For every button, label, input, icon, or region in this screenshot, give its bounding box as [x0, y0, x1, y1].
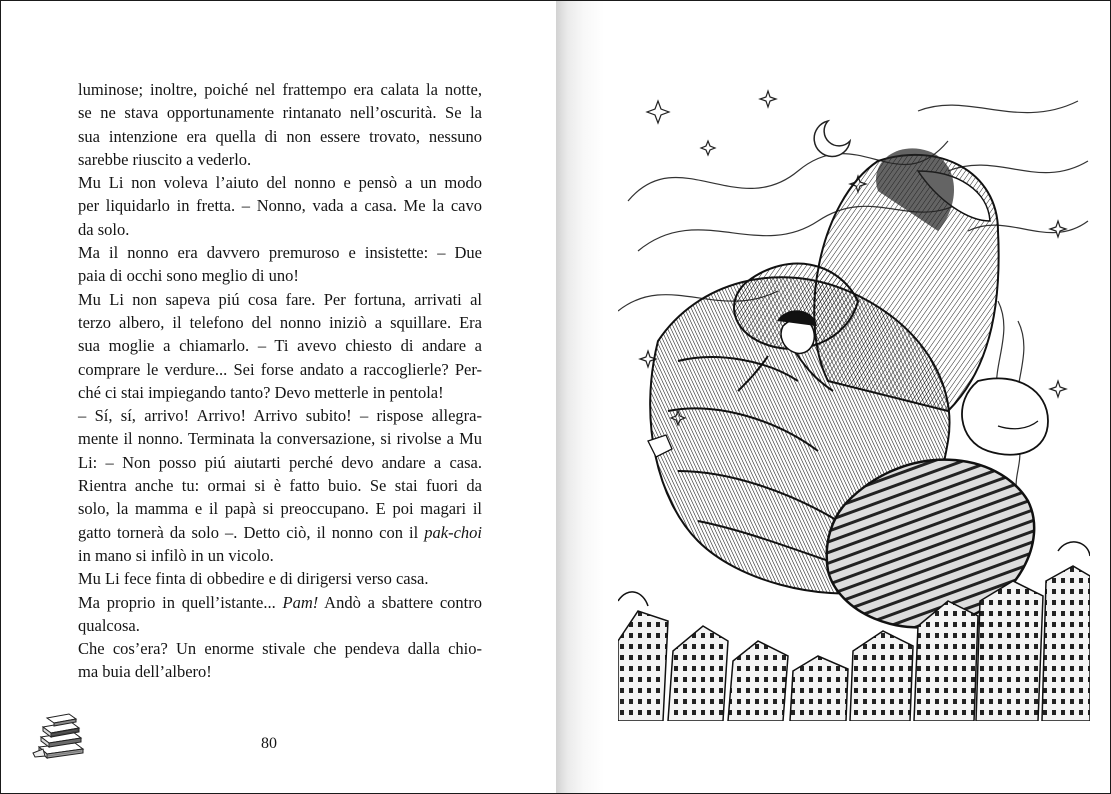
text-line: – Sí, sí, arrivo! Arrivo! Arrivo subito! – rispose allegra-	[78, 406, 482, 426]
text-line: paia di occhi sono meglio di uno!	[78, 266, 299, 286]
text-line: qualcosa.	[78, 615, 140, 635]
text-line: se ne stava opportunamente rintanato nell’oscurità. Se la	[78, 103, 482, 123]
text-line: Rientra anche tu: ormai si è fatto buio. Se stai fuori da	[78, 476, 482, 496]
text-line: ma buia dell’albero!	[78, 662, 212, 682]
right-page	[556, 1, 1110, 793]
text-line: sua moglie a chiamarlo. – Ti avevo chiesto di andare a	[78, 336, 482, 356]
left-page	[1, 1, 556, 793]
text-line: Che cos’era? Un enorme stivale che pendeva dalla chio-	[78, 639, 482, 659]
giant-boot-illustration	[618, 81, 1090, 721]
text-line: in mano si infilò in un vicolo.	[78, 545, 274, 565]
text-line: per liquidarlo in fretta. – Nonno, vada a casa. Me la cavo	[78, 196, 482, 216]
body-text	[78, 78, 482, 684]
page-number: 80	[261, 735, 277, 752]
text-line: comprare le verdure... Sei forse andato a raccoglierle? Per-	[78, 359, 482, 379]
text-line: ché ci stai impiegando tanto? Devo metterle in pentola!	[78, 382, 444, 402]
text-line: sarebbe riuscito a vederlo.	[78, 149, 252, 169]
text-line: Ma il nonno era davvero premuroso e insistette: – Due	[78, 243, 482, 263]
text-line: Mu Li non voleva l’aiuto del nonno e pensò a un modo	[78, 173, 482, 193]
text-line: Mu Li fece finta di obbedire e di dirigersi verso casa.	[78, 569, 429, 589]
text-line: terzo albero, il telefono del nonno iniziò a squillare. Era	[78, 312, 482, 332]
text-line	[78, 521, 482, 544]
text-line	[78, 591, 482, 614]
italic-exclamation: Pam!	[282, 592, 319, 612]
books-stack-icon	[31, 709, 91, 759]
text-line: Li: – Non posso piú aiutarti perché devo andare a casa.	[78, 452, 482, 472]
text-line: luminose; inoltre, poiché nel frattempo era calata la notte,	[78, 80, 482, 99]
text-segment: gatto tornerà da solo –. Detto ciò, il nonno con il	[78, 522, 419, 542]
text-line: da solo.	[78, 219, 130, 239]
text-line: Mu Li non sapeva piú cosa fare. Per fortuna, arrivati al	[78, 289, 482, 309]
text-line: mente il nonno. Terminata la conversazione, si rivolse a Mu	[78, 429, 482, 449]
text-line: sua intenzione era quella di non essere trovato, nessuno	[78, 126, 482, 146]
text-line: solo, la mamma e il papà si preoccupano. E poi magari il	[78, 499, 482, 519]
text-segment: Andò a sbattere contro	[324, 592, 483, 612]
text-segment: Ma proprio in quell’istante...	[78, 592, 276, 612]
italic-term: pak-choi	[424, 522, 482, 542]
